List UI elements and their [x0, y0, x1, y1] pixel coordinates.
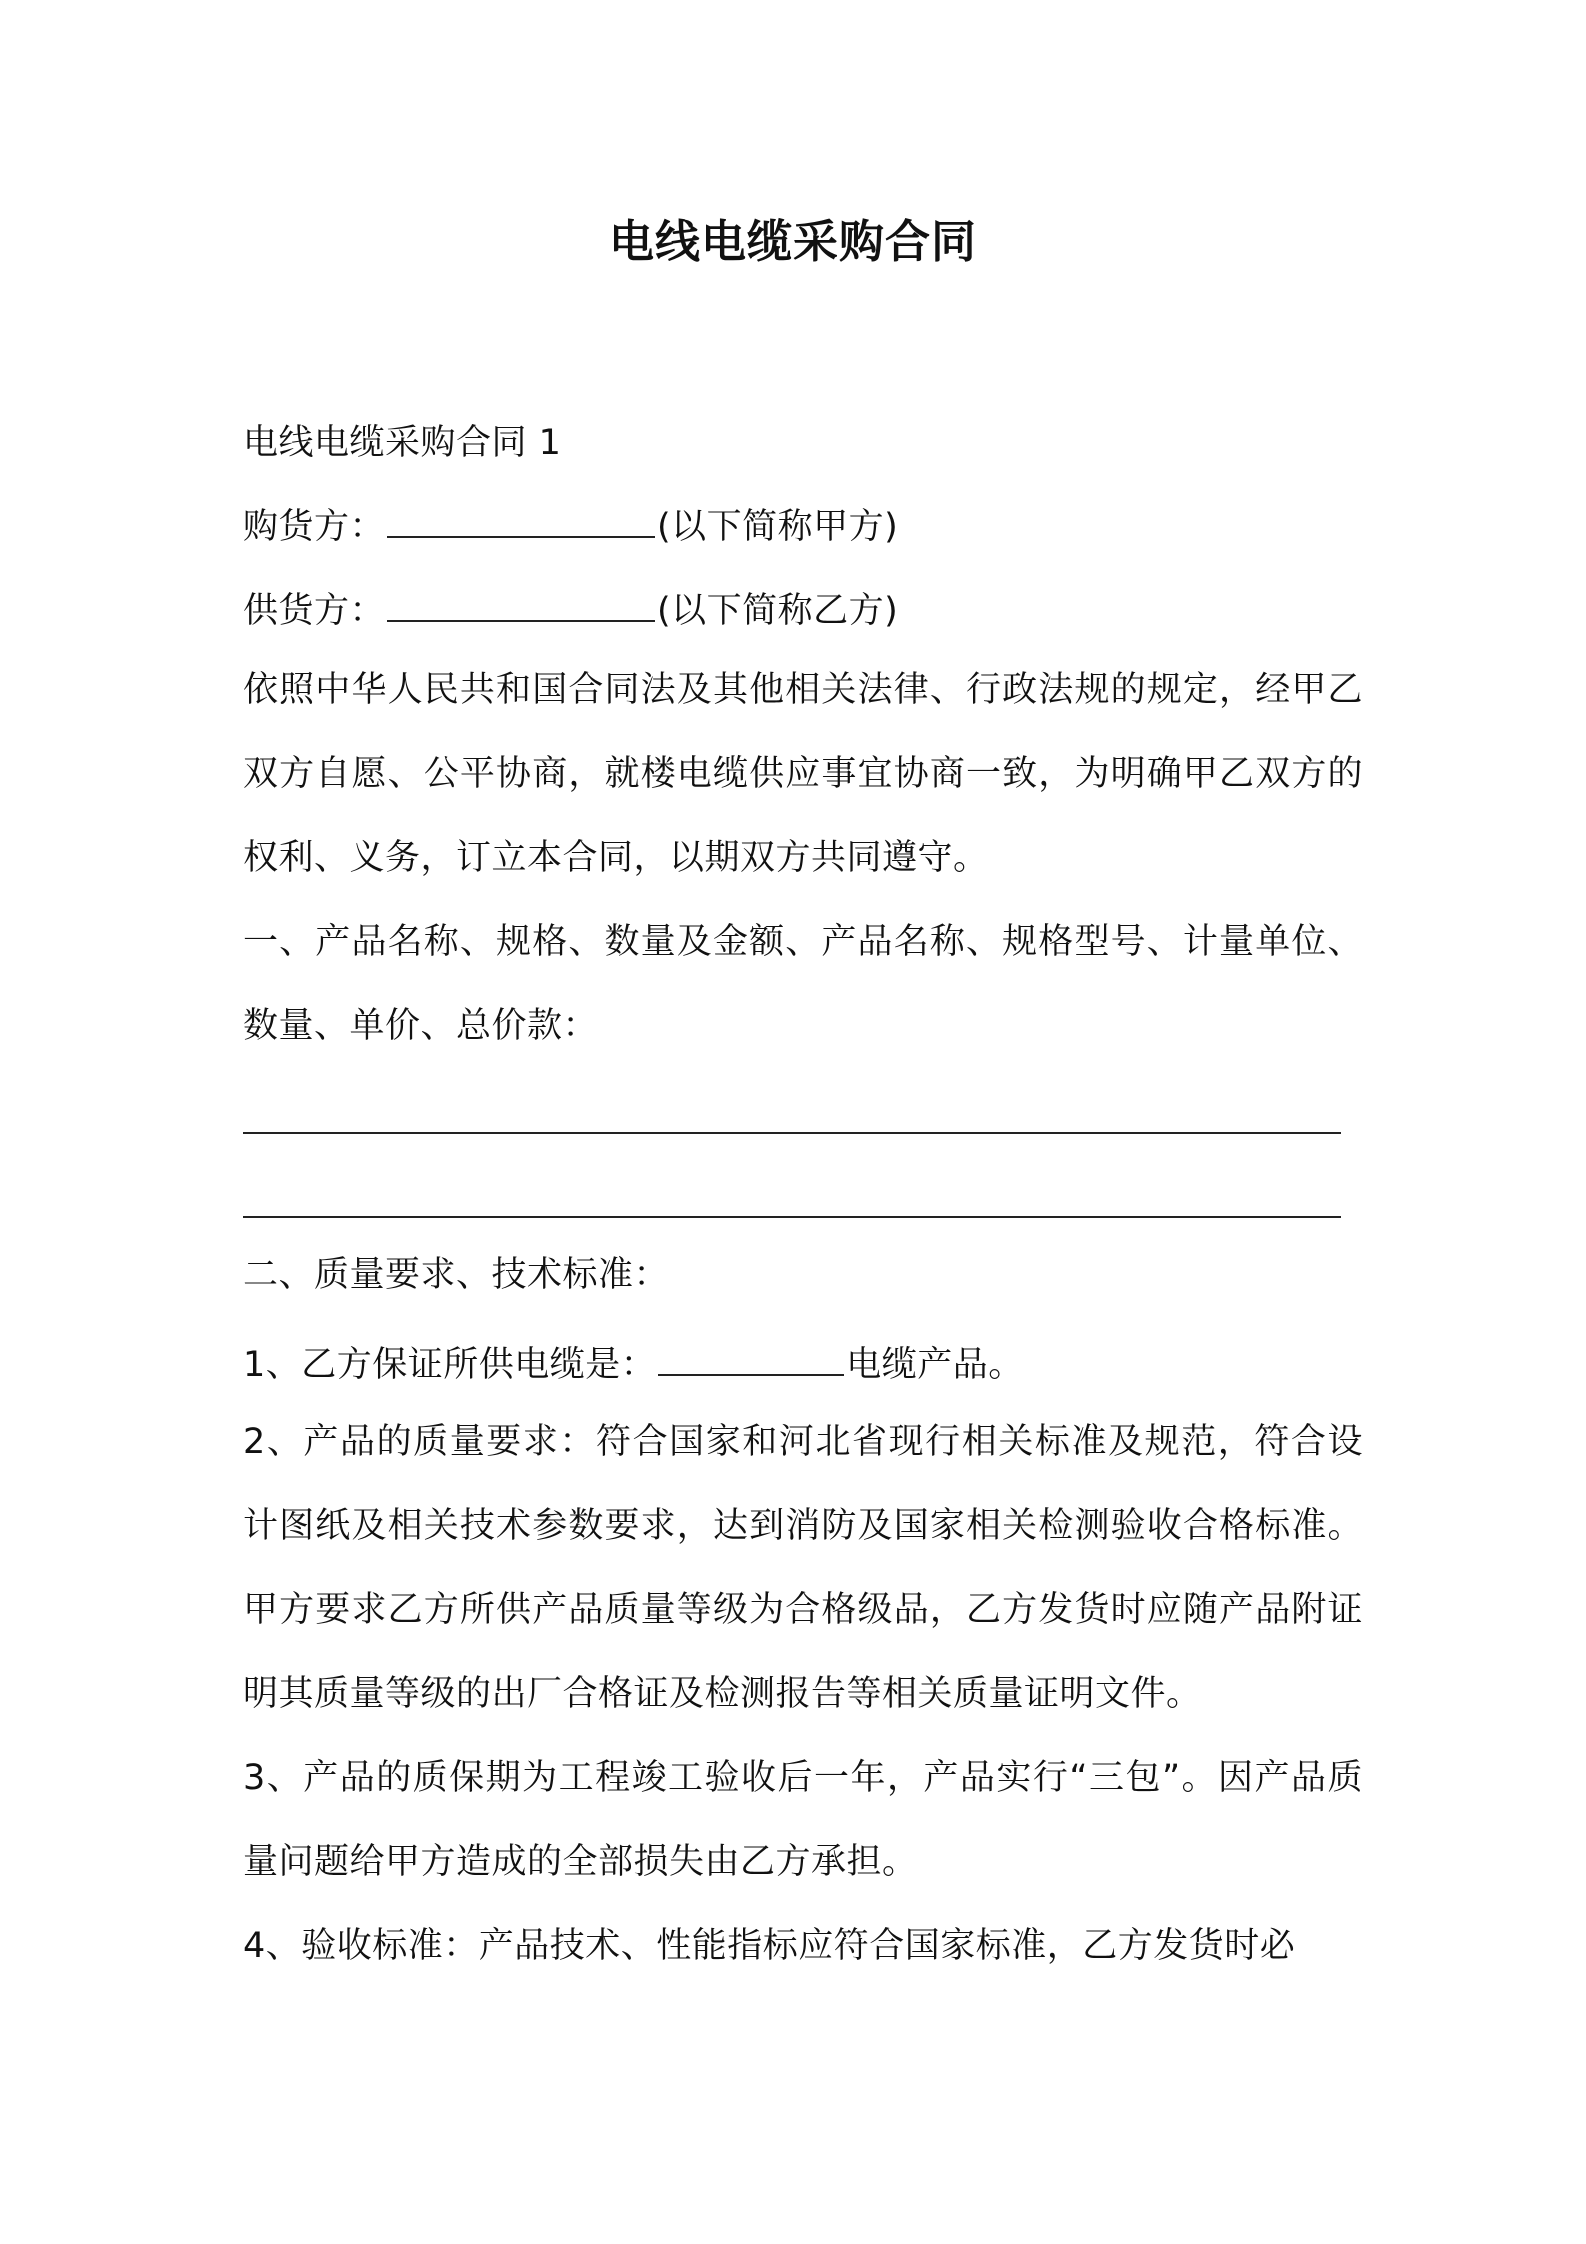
- section2-body: [243, 1400, 1363, 1988]
- buyer-suffix: (以下简称甲方): [657, 507, 899, 547]
- section2-item3: 3、产品的质保期为工程竣工验收后一年，产品实行“三包”。因产品质量问题给甲方造成的全部损失由乙方承担。: [243, 1758, 1363, 1882]
- section2-item2: 2、产品的质量要求：符合国家和河北省现行相关标准及规范，符合设计图纸及相关技术参数要求，达到消防及国家相关检测验收合格标准。甲方要求乙方所供产品质量等级为合格级品，乙方发货时应随产品附证明其质量等级的出厂合格证及检测报告等相关质量证明文件。: [243, 1422, 1363, 1714]
- contract-subtitle: 电线电缆采购合同 1: [243, 423, 562, 463]
- intro-paragraph: 依照中华人民共和国合同法及其他相关法律、行政法规的规定，经甲乙双方自愿、公平协商，就楼电缆供应事宜协商一致，为明确甲乙双方的权利、义务，订立本合同，以期双方共同遵守。: [243, 670, 1363, 878]
- fill-in-line-1: [243, 1132, 1341, 1134]
- intro-block: [243, 648, 1363, 1068]
- supplier-label: 供货方：: [243, 591, 386, 631]
- item1-suffix: 电缆产品。: [846, 1345, 1024, 1385]
- section2-item1: [243, 1340, 1363, 1390]
- buyer-blank: [387, 506, 655, 538]
- item1-prefix: 1、乙方保证所供电缆是：: [243, 1345, 657, 1385]
- supplier-line: [243, 586, 1363, 636]
- supplier-suffix: (以下简称乙方): [657, 591, 899, 631]
- section1-paragraph: 一、产品名称、规格、数量及金额、产品名称、规格型号、计量单位、数量、单价、总价款：: [243, 922, 1363, 1046]
- item1-blank: [658, 1344, 844, 1376]
- supplier-blank: [387, 590, 655, 622]
- fill-in-line-2: [243, 1216, 1341, 1218]
- document-title: 电线电缆采购合同: [608, 215, 977, 268]
- section2-heading: 二、质量要求、技术标准：: [243, 1255, 670, 1295]
- buyer-label: 购货方：: [243, 507, 386, 547]
- buyer-line: [243, 502, 1363, 552]
- section2-item4: 4、验收标准：产品技术、性能指标应符合国家标准，乙方发货时必: [243, 1926, 1296, 1966]
